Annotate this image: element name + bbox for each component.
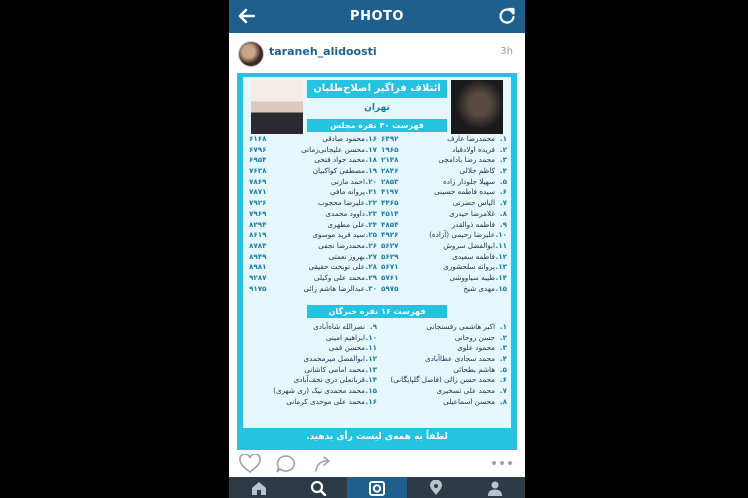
nav-camera[interactable] (347, 477, 406, 498)
list-item: ۵.هاشم بطحائی (453, 364, 507, 374)
parliament-list-heading: فهرست ۳۰ نفره مجلس (307, 119, 447, 132)
list-item: ۶.سیده فاطمه حسینی ۴۱۹۷ (381, 187, 507, 197)
phone-screen (229, 0, 525, 498)
list-item: ۲۵.سید فرید موسوی ۸۶۱۹ (249, 230, 377, 240)
list-item: ۲.حسن روحانی (454, 332, 507, 342)
page-title: PHOTO (350, 9, 404, 24)
list-item: ۲۶.محمدرضا نجفی ۸۷۸۴ (249, 240, 377, 250)
poster-body (243, 77, 511, 446)
list-item: ۱۲.فاطمه سعیدی ۵۶۲۹ (381, 251, 507, 261)
home-icon (250, 480, 268, 496)
list-item: ۱۱.ابوالفضل سروش ۵۶۲۷ (381, 240, 507, 250)
list-item: ۱۸.محمد جواد فتحی ۶۹۵۴ (249, 155, 377, 165)
list-item: ۲۸.علی نوبخت حقیقی ۸۹۸۱ (249, 262, 377, 272)
list-item: ۱۹.مصطفی کواکبیان ۷۶۳۸ (249, 166, 377, 176)
list-item: ۱۲.ابوالفضل میرمحمدی (303, 354, 377, 364)
list-item: ۸.محسن اسماعیلی (443, 396, 507, 406)
list-item: ۲۴.علی مطهری ۸۲۹۴ (249, 219, 377, 229)
bottom-nav (229, 477, 525, 498)
list-item: ۱۳.محمد امامی کاشانی (304, 364, 377, 374)
list-item: ۲.فریده اولادقباد ۱۹۶۵ (381, 144, 507, 154)
post-header (229, 33, 525, 73)
list-item: ۱۴.قربانعلی دری نجف‌آبادی (293, 375, 377, 385)
list-item: ۲۱.پروانه مافی ۷۸۷۱ (249, 187, 377, 197)
list-item: ۱۱.محسن قمی (328, 343, 377, 353)
list-item: ۱۵.مهدی شیخ ۵۹۷۵ (381, 283, 507, 293)
experts-list-left (249, 322, 377, 408)
nav-explore[interactable] (288, 477, 347, 498)
list-item: ۹.فاطمه ذوالقدر ۴۸۵۴ (381, 219, 507, 229)
list-item: ۳۰.عبدالرضا هاشم زائی ۹۱۷۵ (249, 283, 377, 293)
share-icon[interactable] (313, 454, 333, 474)
list-item: ۱۳.پروانه سلحشوری ۵۶۷۱ (381, 262, 507, 272)
back-arrow-icon[interactable] (237, 6, 257, 26)
list-item: ۱۷.محسن علیجانی‌زمانی ۶۷۹۶ (249, 144, 377, 154)
camera-icon (368, 480, 386, 496)
comment-icon[interactable] (275, 454, 297, 474)
post-time: 3h (500, 46, 513, 57)
list-item: ۱۵.محمد محمدی نیک (ری شهری) (273, 386, 377, 396)
username-link[interactable]: taraneh_alidoosti (269, 45, 377, 58)
poster-title: ائتلاف فراگیر اصلاح‌طلبان (307, 80, 447, 98)
more-options-icon[interactable] (491, 460, 513, 466)
post-actions (229, 450, 525, 477)
refresh-icon[interactable] (497, 6, 517, 26)
heart-icon[interactable] (238, 454, 262, 474)
avatar[interactable] (238, 41, 264, 67)
list-item: ۱۰.ابراهیم امینی (325, 332, 377, 342)
list-item: ۱.محمدرضا عارف ۶۴۹۲ (381, 134, 507, 143)
list-item: ۸.غلامرضا حیدری ۴۵۱۴ (381, 208, 507, 218)
list-item: ۴.کاظم جلالی ۲۸۴۶ (381, 166, 507, 176)
list-item: ۳.محمد رضا بادامچی ۲۱۴۸ (381, 155, 507, 165)
list-item: ۲۳.داوود محمدی ۷۹۶۹ (249, 208, 377, 218)
list-item: ۷.محمد علی تسخیری (436, 386, 507, 396)
nav-activity[interactable] (407, 477, 466, 498)
list-item: ۹.نصرالله شاه‌آبادی (313, 322, 377, 331)
list-item: ۶.محمد حسن زالی (فاضل گلپایگانی) (390, 375, 507, 385)
post-image[interactable] (237, 73, 517, 450)
list-item: ۲۷.بهروز نعمتی ۸۹۴۹ (249, 251, 377, 261)
experts-list-right (381, 322, 507, 408)
list-item: ۱.اکبر هاشمی رفسنجانی (426, 322, 507, 331)
profile-icon (486, 480, 504, 496)
nav-profile[interactable] (466, 477, 525, 498)
location-pin-icon (427, 480, 445, 496)
poster-footer: لطفاً به همه‌ی لیست رأی بدهید. (243, 428, 511, 446)
nav-home[interactable] (229, 477, 288, 498)
poster-city: تهران (364, 103, 390, 113)
search-icon (309, 480, 327, 496)
list-item: ۵.سهیلا جلودار زاده ۲۸۵۳ (381, 176, 507, 186)
list-item: ۱۰.علیرضا رحیمی (آزاده) ۴۹۲۶ (381, 230, 507, 240)
parliament-list-right (381, 134, 507, 294)
list-item: ۴.محمد سجادی عطاآبادی (424, 354, 507, 364)
candidate-photo-left (251, 80, 303, 134)
list-item: ۳.محمود علوی (457, 343, 507, 353)
list-item: ۷.الیاس حضرتی ۴۴۶۵ (381, 198, 507, 208)
candidate-photo-right (451, 80, 503, 134)
parliament-list-left (249, 134, 377, 294)
list-item: ۲۲.علیرضا محجوب ۷۹۲۶ (249, 198, 377, 208)
list-item: ۱۶.محمد علی موحدی کرمانی (286, 396, 377, 406)
list-item: ۲۹.محمد علی وکیلی ۹۲۸۷ (249, 272, 377, 282)
list-item: ۱۶.محمود صادقی ۶۱۶۸ (249, 134, 377, 143)
list-item: ۲۰.احمد مازنی ۷۸۶۹ (249, 176, 377, 186)
top-bar (229, 0, 525, 33)
list-item: ۱۴.طیبه سیاووشی ۵۷۶۱ (381, 272, 507, 282)
experts-list-heading: فهرست ۱۶ نفره خبرگان (307, 305, 447, 318)
